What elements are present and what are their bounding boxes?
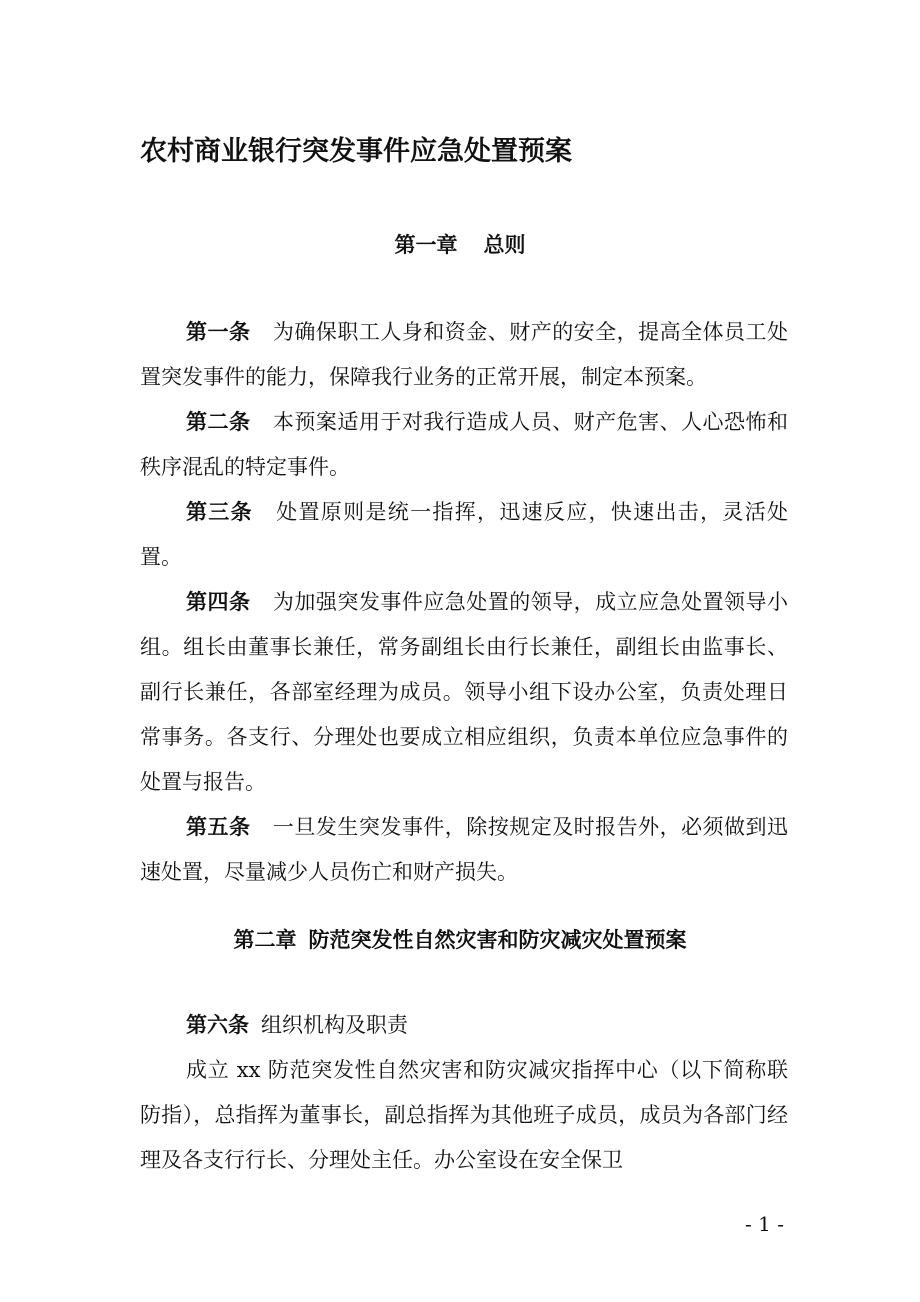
article-label: 第五条 <box>186 815 251 839</box>
article-label: 第六条 <box>186 1013 249 1037</box>
article-text: 组织机构及职责 <box>261 1013 408 1037</box>
article-label: 第四条 <box>186 590 251 614</box>
article-label: 第三条 <box>186 500 253 524</box>
chapter-number: 第一章 <box>394 233 458 257</box>
article-label: 第一条 <box>186 320 251 344</box>
chapter-heading <box>0 925 920 955</box>
article <box>140 310 788 400</box>
chapter-body <box>140 1003 788 1183</box>
chapter-title: 防范突发性自然灾害和防灾减灾处置预案 <box>308 928 687 952</box>
chapter-title: 总则 <box>483 233 526 257</box>
chapter-heading <box>0 230 920 260</box>
article-text: 处置原则是统一指挥，迅速反应，快速出击，灵活处置。 <box>140 500 789 569</box>
article-text: 一旦发生突发事件，除按规定及时报告外，必须做到迅速处置，尽量减少人员伤亡和财产损失。 <box>140 815 789 884</box>
chapter-number: 第二章 <box>233 928 297 952</box>
article <box>140 1003 788 1048</box>
chapter-body <box>140 310 788 895</box>
article <box>140 805 788 895</box>
article-label: 第二条 <box>186 410 251 434</box>
paragraph: 成立 xx 防范突发性自然灾害和防灾减灾指挥中心（以下简称联防指），总指挥为董事长，副总指挥为其他班子成员，成员为各部门经理及各支行行长、分理处主任。办公室设在安全保卫 <box>140 1058 788 1172</box>
article <box>140 490 788 580</box>
article <box>140 580 788 805</box>
document-title: 农村商业银行突发事件应急处置预案 <box>140 136 572 167</box>
article-text: 为加强突发事件应急处置的领导，成立应急处置领导小组。组长由董事长兼任，常务副组长由行长兼任，副组长由监事长、副行长兼任，各部室经理为成员。领导小组下设办公室，负责处理日常事务。各支行、分理处也要成立相应组织，负责本单位应急事件的处置与报告。 <box>140 590 789 794</box>
page-number: - 1 - <box>745 1212 784 1236</box>
article-text: 为确保职工人身和资金、财产的安全，提高全体员工处置突发事件的能力，保障我行业务的正常开展，制定本预案。 <box>140 320 789 389</box>
article <box>140 400 788 490</box>
article-text: 本预案适用于对我行造成人员、财产危害、人心恐怖和秩序混乱的特定事件。 <box>140 410 789 479</box>
